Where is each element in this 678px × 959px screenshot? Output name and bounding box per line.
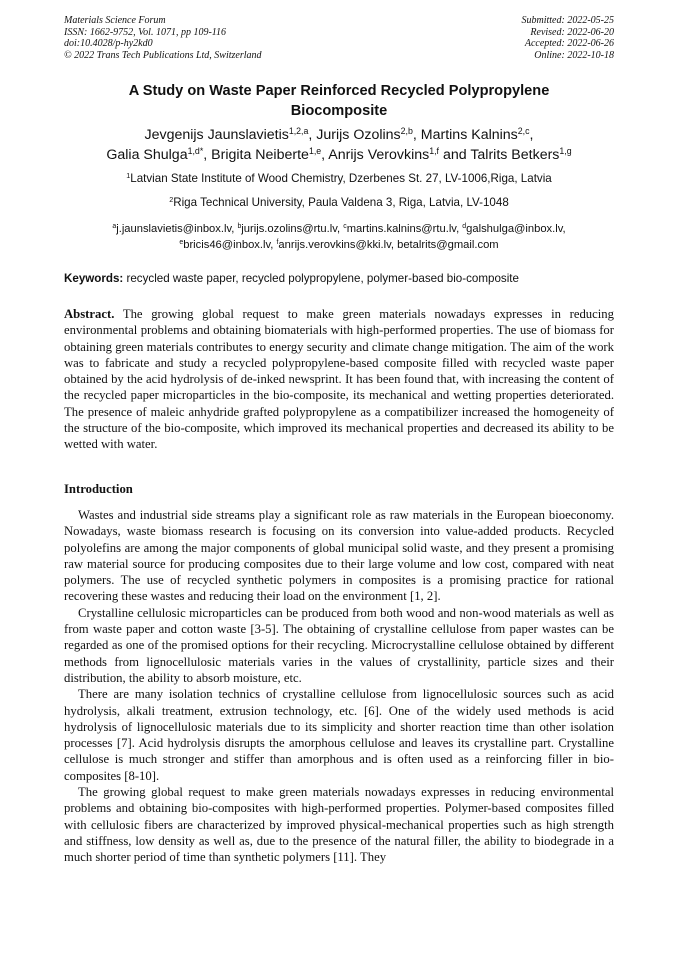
date-online: Online: 2022-10-18 bbox=[534, 49, 614, 61]
author-name: Talrits Betkers bbox=[470, 147, 560, 163]
keywords bbox=[64, 272, 614, 286]
affiliation-mark: 2 bbox=[169, 195, 174, 205]
paragraph: Wastes and industrial side streams play a significant role as raw materials in the European bioeconomy. Nowadays, waste biomass research is focusing on its conversion into value-added products. Recycled polyolefins are among the major components of global municipal solid waste, and they present a promising raw material source for producing composites due to their large volume and low cost, compared with neat polymers. The use of recycled synthetic polymers in composites is a promising practice for rational recovering these wastes and reducing their load on the environment [1, 2]. bbox=[64, 508, 614, 604]
author-affiliation-mark: 1,f bbox=[429, 146, 439, 157]
abstract-text: The growing global request to make green materials nowadays expresses in reducing environmental problems and obtaining biomaterials with high-performed properties. The use of biomass for obtaining green materials contributes to energy security and climate change mitigation. The aim of the work was to fabricate and study a recycled polypropylene-based composite filled with recycled waste paper obtained by the acid hydrolysis of de-inked newsprint. It has been found that, with increasing the content of the recycled paper microparticles in the bio-composite, its mechanical and wetting properties deteriorated. The presence of maleic anhydride grafted polypropylene as a compatibilizer increased the homogeneity of the structure of the bio-composite, which improved its mechanical properties and decreased its ability to be wetted with water. bbox=[64, 307, 614, 452]
author-separator: , bbox=[321, 147, 329, 163]
affiliation-text: Latvian State Institute of Wood Chemistry, Dzerbenes St. 27, LV-1006,Riga, Latvia bbox=[130, 172, 552, 185]
author-separator: and bbox=[439, 147, 471, 163]
keywords-text: recycled waste paper, recycled polypropylene, polymer-based bio-composite bbox=[123, 272, 519, 285]
email-line-1 bbox=[64, 221, 614, 237]
date-revised: Revised: 2022-06-20 bbox=[530, 26, 614, 38]
email-mark: c bbox=[343, 223, 347, 231]
email-mark: a bbox=[112, 223, 117, 231]
affiliation-mark: 1 bbox=[126, 171, 131, 181]
date-accepted: Accepted: 2022-06-26 bbox=[524, 38, 614, 49]
email-address[interactable]: martins.kalnins@rtu.lv, bbox=[346, 223, 463, 235]
journal-info bbox=[64, 15, 262, 61]
introduction-heading: Introduction bbox=[64, 482, 133, 496]
author-affiliation-mark: 1,2,a bbox=[288, 126, 309, 137]
email-address[interactable]: anrijs.verovkins@kki.lv, betalrits@gmail.com bbox=[278, 239, 499, 251]
title-line-1: A Study on Waste Paper Reinforced Recycled Polypropylene bbox=[128, 83, 550, 99]
author-separator: , bbox=[203, 147, 212, 163]
author-name: Brigita Neiberte bbox=[211, 147, 309, 163]
author-affiliation-mark: 1,e bbox=[308, 146, 322, 157]
email-line-2 bbox=[64, 237, 614, 253]
journal-doi: doi:10.4028/p-hy2kd0 bbox=[64, 38, 153, 49]
author-affiliation-mark: 2,b bbox=[400, 126, 413, 137]
email-address[interactable]: bricis46@inbox.lv, bbox=[183, 239, 277, 251]
journal-issn: ISSN: 1662-9752, Vol. 1071, pp 109-116 bbox=[64, 26, 227, 38]
email-address[interactable]: j.jaunslavietis@inbox.lv, bbox=[116, 223, 238, 235]
author-line-2 bbox=[60, 145, 618, 165]
author-separator: , bbox=[412, 127, 421, 143]
email-address[interactable]: jurijs.ozolins@rtu.lv, bbox=[241, 223, 344, 235]
author-line-1 bbox=[60, 125, 618, 145]
paper-title bbox=[64, 81, 614, 121]
email-mark: d bbox=[462, 223, 467, 231]
author-name: Jurijs Ozolins bbox=[316, 127, 401, 143]
affiliation-text: Riga Technical University, Paula Valdena 3, Riga, Latvia, LV-1048 bbox=[173, 196, 509, 209]
journal-name: Materials Science Forum bbox=[64, 15, 166, 26]
keywords-label: Keywords: bbox=[64, 272, 124, 285]
publication-dates bbox=[522, 15, 615, 61]
author-emails bbox=[64, 221, 614, 253]
author-affiliation-mark: 1,d* bbox=[187, 146, 204, 157]
title-line-2: Biocomposite bbox=[290, 103, 388, 119]
affiliation-1 bbox=[64, 172, 614, 186]
journal-copyright: © 2022 Trans Tech Publications Ltd, Switzerland bbox=[64, 49, 262, 61]
email-address[interactable]: galshulga@inbox.lv, bbox=[466, 223, 566, 235]
introduction-body bbox=[64, 507, 614, 866]
author-affiliation-mark: 2,c bbox=[517, 126, 530, 137]
author-name: Martins Kalnins bbox=[420, 127, 518, 143]
email-mark: b bbox=[237, 223, 242, 231]
author-name: Anrijs Verovkins bbox=[328, 147, 430, 163]
author-separator: , bbox=[529, 127, 534, 143]
affiliation-2 bbox=[64, 196, 614, 210]
date-submitted: Submitted: 2022-05-25 bbox=[521, 15, 614, 26]
author-separator: , bbox=[308, 127, 317, 143]
paragraph: There are many isolation technics of crystalline cellulose from lignocellulosic sources such as acid hydrolysis, alkali treatment, extrusion technology, etc. [6]. One of the widely used methods is acid hydrolysis of lignocellulosic materials due to its simplicity and shorter reaction time than other isolation processes [7]. Acid hydrolysis disrupts the amorphous cellulose and leaves its crystalline part. Crystalline cellulose is much stronger and stiffer than amorphous and is often used as a reinforcing filler in bio-composites [8-10]. bbox=[64, 687, 614, 783]
abstract-label: Abstract. bbox=[64, 307, 115, 321]
author-name: Jevgenijs Jaunslavietis bbox=[144, 127, 289, 143]
email-mark: f bbox=[276, 239, 279, 247]
author-affiliation-mark: 1,g bbox=[559, 146, 572, 157]
author-list bbox=[60, 125, 618, 165]
paragraph: Crystalline cellulosic microparticles can be produced from both wood and non-wood materials as well as from waste paper and cotton waste [3-5]. The obtaining of crystalline cellulose from paper wastes can be regarded as one of the promised options for their recycling. Microcrystalline cellulose obtained by different methods from lignocellulosic materials varies in the values of crystallinity, particle sizes and their distribution, the ability to absorb moisture, etc. bbox=[64, 605, 614, 685]
paragraph: The growing global request to make green materials nowadays expresses in reducing environmental problems and obtaining bio-composites with high-performed properties. Polymer-based composites filled with cellulosic fibers are characterized by improved physical-mechanical properties such as high strength and stiffness, low density as well as, due to the presence of the natural filler, the ability to biodegrade in a much shorter period of time than synthetic polymers [11]. They bbox=[64, 785, 614, 865]
email-mark: e bbox=[179, 239, 184, 247]
abstract bbox=[64, 306, 614, 453]
author-name: Galia Shulga bbox=[106, 147, 188, 163]
